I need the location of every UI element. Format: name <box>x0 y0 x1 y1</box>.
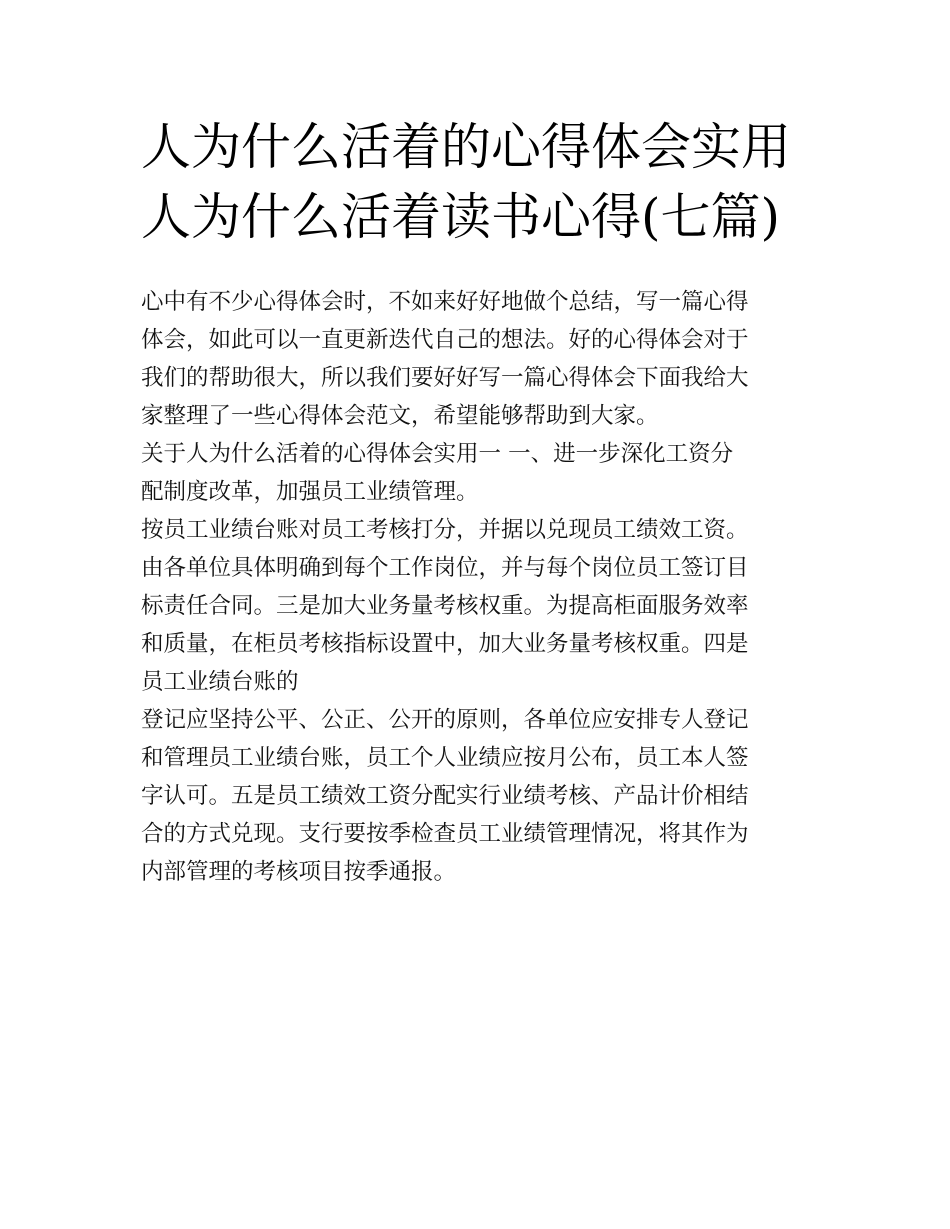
text-line: 标责任合同。三是加大业务量考核权重。为提高柜面服务效率 <box>141 593 749 619</box>
text-line: 和质量，在柜员考核指标设置中，加大业务量考核权重。四是 <box>141 631 749 657</box>
text-line: 合的方式兑现。支行要按季检查员工业绩管理情况，将其作为 <box>141 821 749 847</box>
text-line: 和管理员工业绩台账，员工个人业绩应按月公布，员工本人签 <box>141 745 749 771</box>
text-line: 心中有不少心得体会时，不如来好好地做个总结，写一篇心得 <box>141 289 749 315</box>
text-line: 配制度改革，加强员工业绩管理。 <box>141 479 479 505</box>
text-line: 关于人为什么活着的心得体会实用一 一、进一步深化工资分 <box>141 441 734 467</box>
paragraph-intro <box>141 283 821 435</box>
text-line: 内部管理的考核项目按季通报。 <box>141 859 457 885</box>
paragraph-section-heading <box>141 435 821 511</box>
text-line: 家整理了一些心得体会范文，希望能够帮助到大家。 <box>141 403 659 429</box>
document-body <box>141 283 821 891</box>
text-line: 按员工业绩台账对员工考核打分，并据以兑现员工绩效工资。 <box>141 517 749 543</box>
text-line: 由各单位具体明确到每个工作岗位，并与每个岗位员工签订目 <box>141 555 749 581</box>
text-line: 我们的帮助很大，所以我们要好好写一篇心得体会下面我给大 <box>141 365 749 391</box>
title-line-2: 人为什么活着读书心得(七篇) <box>141 188 781 246</box>
text-line: 字认可。五是员工绩效工资分配实行业绩考核、产品计价相结 <box>141 783 749 809</box>
paragraph-registration <box>141 701 821 891</box>
text-line: 员工业绩台账的 <box>141 669 299 695</box>
text-line: 登记应坚持公平、公正、公开的原则，各单位应安排专人登记 <box>141 707 749 733</box>
text-line: 体会，如此可以一直更新迭代自己的想法。好的心得体会对于 <box>141 327 749 353</box>
title-line-1: 人为什么活着的心得体会实用 <box>141 118 791 176</box>
document-title <box>141 112 821 252</box>
paragraph-performance-scoring <box>141 511 821 701</box>
